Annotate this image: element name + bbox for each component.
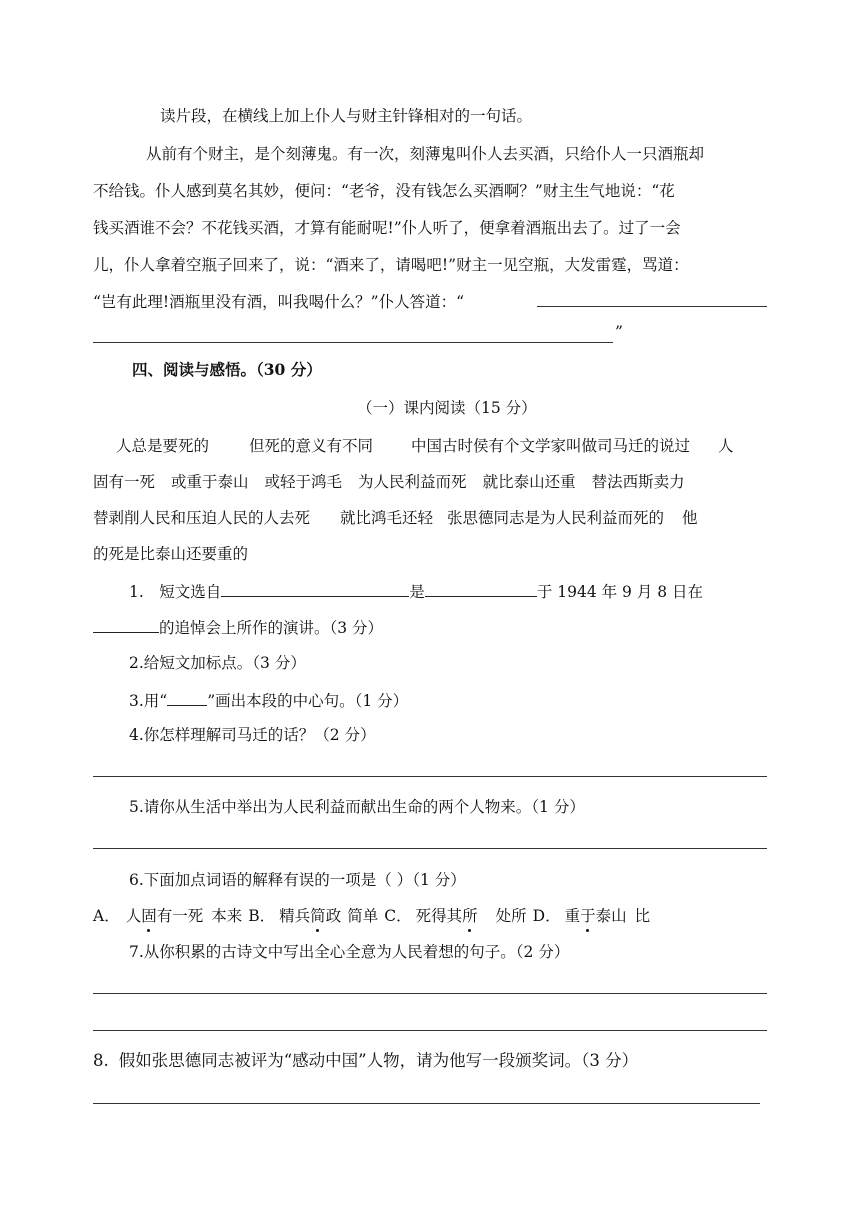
passage-fragment: 就比鸿毛还轻 — [340, 509, 434, 527]
passage-fragment: 张思德同志是为人民利益而死的 — [447, 509, 665, 527]
q1-blank-speaker[interactable] — [425, 580, 537, 597]
passage-fragment: 替法西斯卖力 — [591, 473, 685, 491]
passage-fragment: 中国古时侯有个文学家叫做司马迁的说过 — [411, 437, 691, 455]
q6-dotted-char: 固 — [141, 907, 157, 925]
q6-option-a-def: 本来 — [211, 907, 243, 925]
passage-fragment: 他 — [682, 509, 698, 527]
q6-option-d-word-end: 泰山 — [595, 907, 627, 925]
question-1 — [129, 580, 703, 602]
q1-blank-occasion[interactable] — [93, 616, 159, 633]
q4-answer-line[interactable] — [93, 776, 767, 777]
passage-fragment: 替剥削人民和压迫人民的人去死 — [93, 509, 311, 527]
question-3 — [129, 689, 408, 711]
story-line-3: 钱买酒谁不会？不花钱买酒，才算有能耐呢!”仆人听了，便拿着酒瓶出去了。过了一会 — [93, 219, 681, 237]
subsection-heading: （一）课内阅读（15 分） — [357, 399, 537, 417]
story-end-quote: ” — [615, 323, 623, 341]
q3-text-a: 3.用“ — [129, 692, 168, 710]
intro-instruction: 读片段，在横线上加上仆人与财主针锋相对的一句话。 — [160, 107, 533, 125]
passage-fragment: 或轻于鸿毛 — [264, 473, 343, 491]
question-8 — [93, 1050, 638, 1072]
q6-option-d-word: 重 — [564, 907, 581, 925]
q6-option-b-def: 简单 — [347, 907, 379, 925]
q6-option-b-label[interactable]: B． — [248, 907, 276, 925]
q8-answer-line[interactable] — [93, 1103, 760, 1104]
answer-blank-line-2[interactable] — [93, 342, 613, 343]
q6-dotted-char: 简 — [310, 907, 326, 925]
q6-option-d-label[interactable]: D． — [532, 907, 561, 925]
section-heading: 四、阅读与感悟。（30 分） — [132, 360, 322, 379]
passage-line-3 — [93, 508, 698, 528]
question-1-cont — [93, 616, 383, 638]
passage-line-1 — [116, 436, 734, 456]
q6-option-c-label[interactable]: C． — [384, 907, 412, 925]
q7-answer-line-1[interactable] — [93, 993, 767, 994]
passage-fragment: 的死是比泰山还要重的 — [93, 545, 249, 563]
q1-text-d: 的追悼会上所作的演讲。（3 分） — [159, 619, 384, 637]
q1-text-b: 是 — [409, 583, 425, 601]
passage-line-4 — [93, 544, 248, 564]
passage-fragment: 或重于泰山 — [171, 473, 249, 491]
q7-answer-line-2[interactable] — [93, 1030, 767, 1031]
q6-dotted-char: 所 — [462, 907, 478, 925]
q5-answer-line[interactable] — [93, 848, 767, 849]
q1-text-c: 于 1944 年 9 月 8 日在 — [536, 583, 704, 601]
q8-text: 假如张思德同志被评为“感动中国”人物，请为他写一段颁奖词。（3 分） — [118, 1051, 639, 1070]
answer-blank-line[interactable] — [537, 306, 767, 307]
story-line-4: 儿，仆人拿着空瓶子回来了，说：“酒来了，请喝吧!”财主一见空瓶，大发雷霆，骂道： — [93, 256, 689, 274]
passage-fragment: 但死的意义有不同 — [249, 437, 374, 455]
q3-text-b: ”画出本段的中心句。（1 分） — [207, 692, 409, 710]
q6-option-c-word: 死得其 — [415, 907, 463, 925]
q1-blank-source[interactable] — [221, 580, 409, 597]
question-2: 2.给短文加标点。（3 分） — [129, 654, 306, 672]
q3-underline-sample — [167, 689, 207, 706]
story-line-2: 不给钱。仆人感到莫名其妙，便问：“老爷，没有钱怎么买酒啊？”财主生气地说：“花 — [93, 182, 675, 200]
q8-number: 8. — [93, 1051, 109, 1070]
question-7: 7.从你积累的古诗文中写出全心全意为人民着想的句子。（2 分） — [129, 943, 570, 961]
passage-fragment: 为人民利益而死 — [358, 473, 467, 491]
q6-option-b-word-end: 政 — [325, 907, 342, 925]
story-line-1: 从前有个财主，是个刻薄鬼。有一次，刻薄鬼叫仆人去买酒，只给仆人一只酒瓶却 — [146, 145, 705, 163]
question-4: 4.你怎样理解司马迁的话？（2 分） — [129, 726, 376, 744]
q6-option-a-word: 人 — [125, 907, 142, 925]
q6-option-c-def: 处所 — [495, 907, 527, 925]
story-line-5: “岂有此理!酒瓶里没有酒，叫我喝什么？”仆人答道：“ — [93, 293, 465, 311]
q6-option-a-label[interactable]: A． — [93, 907, 120, 925]
q6-dotted-char: 于 — [580, 907, 596, 925]
q6-option-d-def: 比 — [634, 907, 651, 925]
q6-option-a-word-end: 有一死 — [156, 907, 204, 925]
passage-fragment: 就比泰山还重 — [482, 473, 576, 491]
passage-fragment: 固有一死 — [93, 473, 156, 491]
passage-line-2 — [93, 472, 685, 492]
passage-fragment: 人总是要死的 — [116, 437, 210, 455]
passage-fragment: 人 — [718, 437, 734, 455]
q6-options — [93, 906, 650, 926]
q6-option-b-word: 精兵 — [279, 907, 311, 925]
q1-text-a: 1. 短文选自 — [129, 583, 222, 601]
question-5: 5.请你从生活中举出为人民利益而献出生命的两个人物来。（1 分） — [129, 798, 585, 816]
question-6: 6.下面加点词语的解释有误的一项是（ ）（1 分） — [129, 871, 466, 889]
